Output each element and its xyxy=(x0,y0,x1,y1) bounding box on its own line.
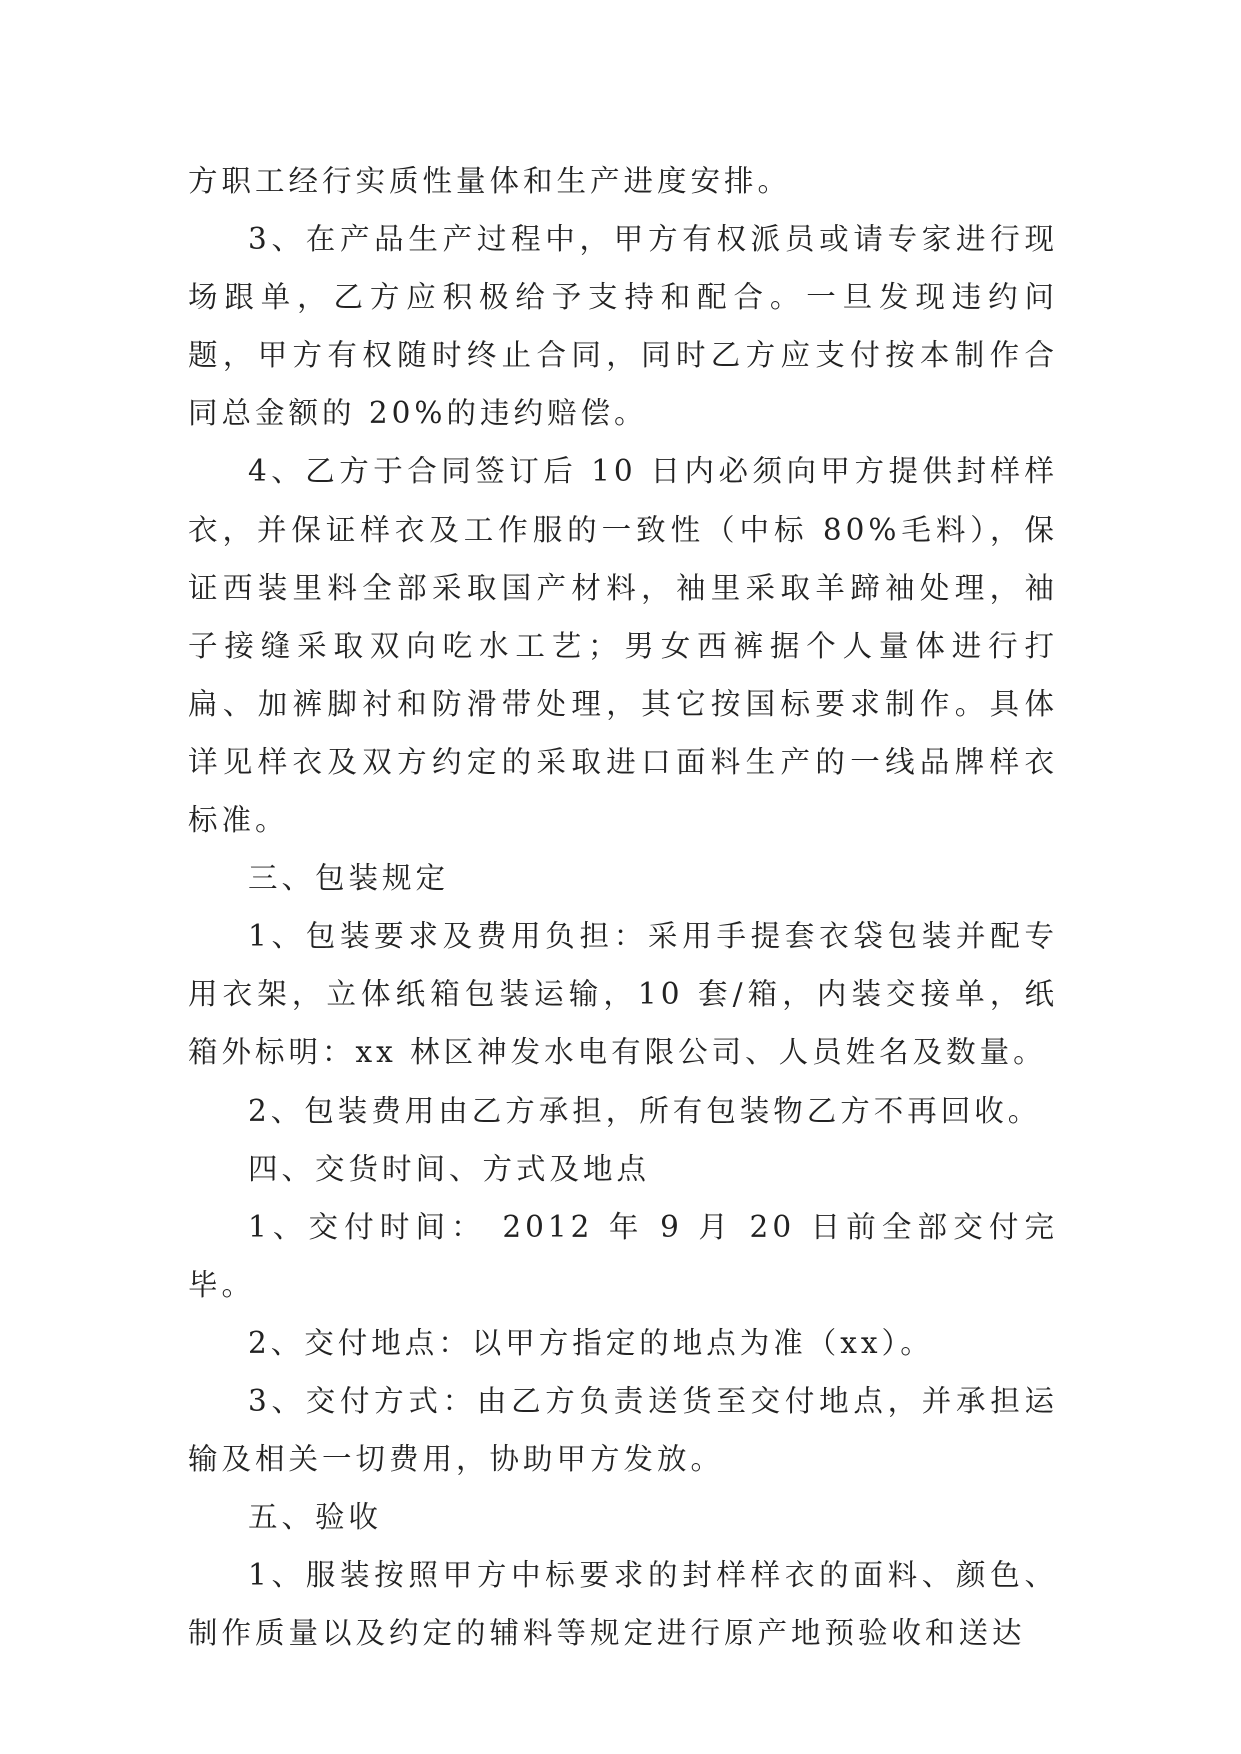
clause-4-1-delivery-time: 1、交付时间： 2012 年 9 月 20 日前全部交付完毕。 xyxy=(188,1209,1058,1302)
document-body xyxy=(188,152,1058,1662)
section-heading-acceptance: 五、验收 xyxy=(248,1500,383,1535)
section-heading-delivery: 四、交货时间、方式及地点 xyxy=(248,1151,651,1186)
clause-2-3-onsite-inspection: 3、在产品生产过程中，甲方有权派员或请专家进行现场跟单，乙方应积极给予支持和配合。一旦发现违约问题，甲方有权随时终止合同，同时乙方应支付按本制作合同总金额的 20%的违约赔偿。 xyxy=(188,222,1058,431)
clause-4-2-delivery-location: 2、交付地点：以甲方指定的地点为准（xx）。 xyxy=(248,1325,934,1360)
clause-2-4-sample-garment: 4、乙方于合同签订后 10 日内必须向甲方提供封样样衣，并保证样衣及工作服的一致性（中标 80%毛料），保证西装里料全部采取国产材料，袖里采取羊蹄袖处理，袖子接缝采取双向吃水工艺；男女西裤据个人量体进行打扁、加裤脚衬和防滑带处理，其它按国标要求制作。具体详见样衣及双方约定的采取进口面料生产的一线品牌样衣标准。 xyxy=(188,454,1058,838)
section-heading-packaging: 三、包装规定 xyxy=(248,861,450,896)
paragraph-continuation: 方职工经行实质性量体和生产进度安排。 xyxy=(188,164,792,198)
clause-3-1-packaging-requirements: 1、包装要求及费用负担：采用手提套衣袋包装并配专用衣架，立体纸箱包装运输，10 套/箱，内装交接单，纸箱外标明：xx 林区神发水电有限公司、人员姓名及数量。 xyxy=(188,919,1058,1070)
clause-5-1-acceptance: 1、服装按照甲方中标要求的封样样衣的面料、颜色、制作质量以及约定的辅料等规定进行原产地预验收和送达 xyxy=(188,1558,1058,1651)
clause-4-3-delivery-method: 3、交付方式：由乙方负责送货至交付地点，并承担运输及相关一切费用，协助甲方发放。 xyxy=(188,1383,1058,1477)
clause-3-2-packaging-cost: 2、包装费用由乙方承担，所有包装物乙方不再回收。 xyxy=(248,1093,1042,1128)
